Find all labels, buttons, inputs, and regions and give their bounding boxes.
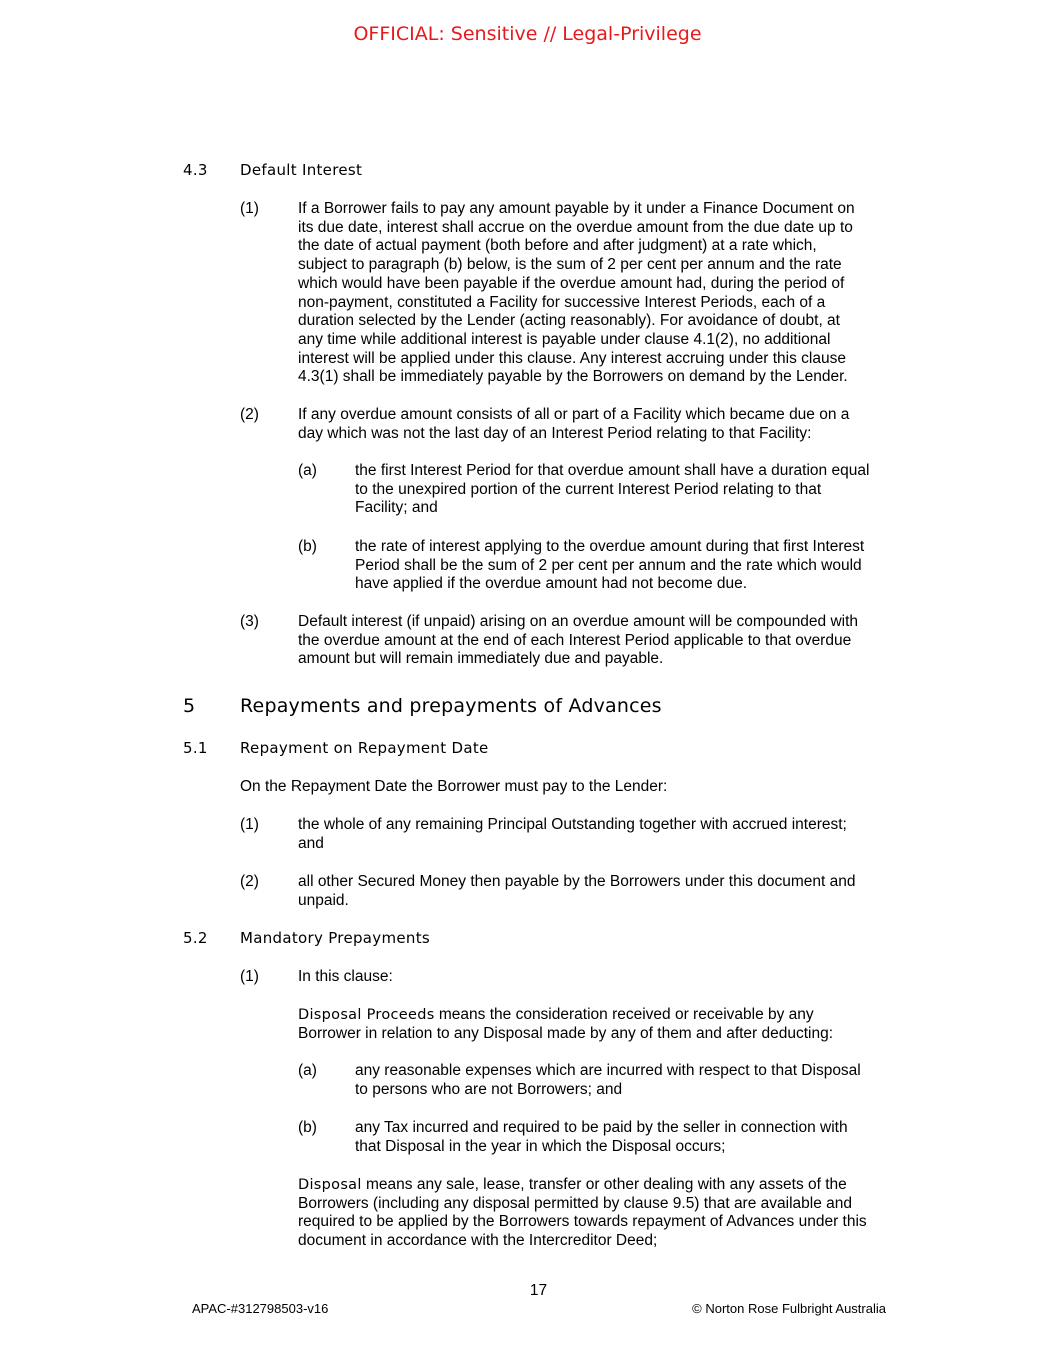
clause-4-3-title: Default Interest	[240, 161, 363, 179]
para-4-3-2-b-number: (b)	[298, 538, 317, 555]
para-4-3-2-number: (2)	[240, 406, 259, 423]
definition-disposal-proceeds: Disposal Proceeds means the consideration received or receivable by any Borrower in relation to any Disposal made by any of them and after deducting:	[298, 1006, 834, 1042]
para-5-1-1-number: (1)	[240, 816, 259, 833]
para-4-3-2-a-number: (a)	[298, 462, 317, 479]
definition-disposal: Disposal means any sale, lease, transfer or other dealing with any assets of the Borrowers (including any disposal permitted by clause 9.5) that are available and required to be applied by the Borrowers towards repayment of Advances under this document in accordance with the Intercreditor Deed;	[298, 1176, 867, 1250]
section-5-number: 5	[183, 695, 196, 717]
clause-5-2-title: Mandatory Prepayments	[240, 929, 431, 947]
clause-5-2-number: 5.2	[183, 929, 208, 947]
clause-5-1-number: 5.1	[183, 739, 208, 757]
para-4-3-2-a-text: the first Interest Period for that overdue amount shall have a duration equal to the unexpired portion of the current Interest Period relating to that Facility; and	[355, 462, 870, 517]
document-reference: APAC-#312798503-v16	[192, 1301, 329, 1316]
para-4-3-3-number: (3)	[240, 613, 259, 630]
para-5-2-b-number: (b)	[298, 1119, 317, 1136]
para-5-2-1-text: In this clause:	[298, 968, 393, 985]
para-5-1-1-text: the whole of any remaining Principal Outstanding together with accrued interest; and	[298, 816, 847, 852]
para-4-3-2-b-text: the rate of interest applying to the overdue amount during that first Interest Period shall be the sum of 2 per cent per annum and the rate which would have applied if the overdue amount had not become due.	[355, 538, 865, 593]
para-4-3-1-text: If a Borrower fails to pay any amount payable by it under a Finance Document on its due date, interest shall accrue on the overdue amount from the due date up to the date of actual payment (both before and after judgment) at a rate which, subject to paragraph (b) below, is the sum of 2 per cent per annum and the rate which would have been payable if the overdue amount had, during the period of non-payment, constituted a Facility for successive Interest Periods, each of a duration selected by the Lender (acting reasonably). For avoidance of doubt, at any time while additional interest is payable under clause 4.1(2), no additional interest will be applied under this clause. Any interest accruing under this clause 4.3(1) shall be immediately payable by the Borrowers on demand by the Lender.	[298, 200, 855, 386]
para-4-3-3-text: Default interest (if unpaid) arising on an overdue amount will be compounded with the overdue amount at the end of each Interest Period applicable to that overdue amount but will remain immediately due and payable.	[298, 613, 859, 668]
clause-5-1-intro: On the Repayment Date the Borrower must pay to the Lender:	[240, 778, 668, 795]
para-4-3-1-number: (1)	[240, 200, 259, 217]
para-5-2-a-number: (a)	[298, 1062, 317, 1079]
para-5-2-1-number: (1)	[240, 968, 259, 985]
para-5-1-2-text: all other Secured Money then payable by the Borrowers under this document and unpaid.	[298, 873, 856, 909]
clause-4-3-number: 4.3	[183, 161, 208, 179]
classification-banner: OFFICIAL: Sensitive // Legal-Privilege	[353, 23, 702, 45]
page-number: 17	[529, 1282, 548, 1299]
section-5-title: Repayments and prepayments of Advances	[240, 695, 662, 717]
clause-5-1-title: Repayment on Repayment Date	[240, 739, 489, 757]
para-5-2-a-text: any reasonable expenses which are incurred with respect to that Disposal to persons who are not Borrowers; and	[355, 1062, 861, 1098]
copyright-notice: © Norton Rose Fulbright Australia	[692, 1301, 886, 1316]
defined-term: Disposal	[298, 1177, 362, 1193]
para-4-3-2-text: If any overdue amount consists of all or part of a Facility which became due on a day which was not the last day of an Interest Period relating to that Facility:	[298, 406, 850, 442]
para-5-1-2-number: (2)	[240, 873, 259, 890]
para-5-2-b-text: any Tax incurred and required to be paid by the seller in connection with that Disposal in the year in which the Disposal occurs;	[355, 1119, 848, 1155]
defined-term: Disposal Proceeds	[298, 1007, 435, 1023]
